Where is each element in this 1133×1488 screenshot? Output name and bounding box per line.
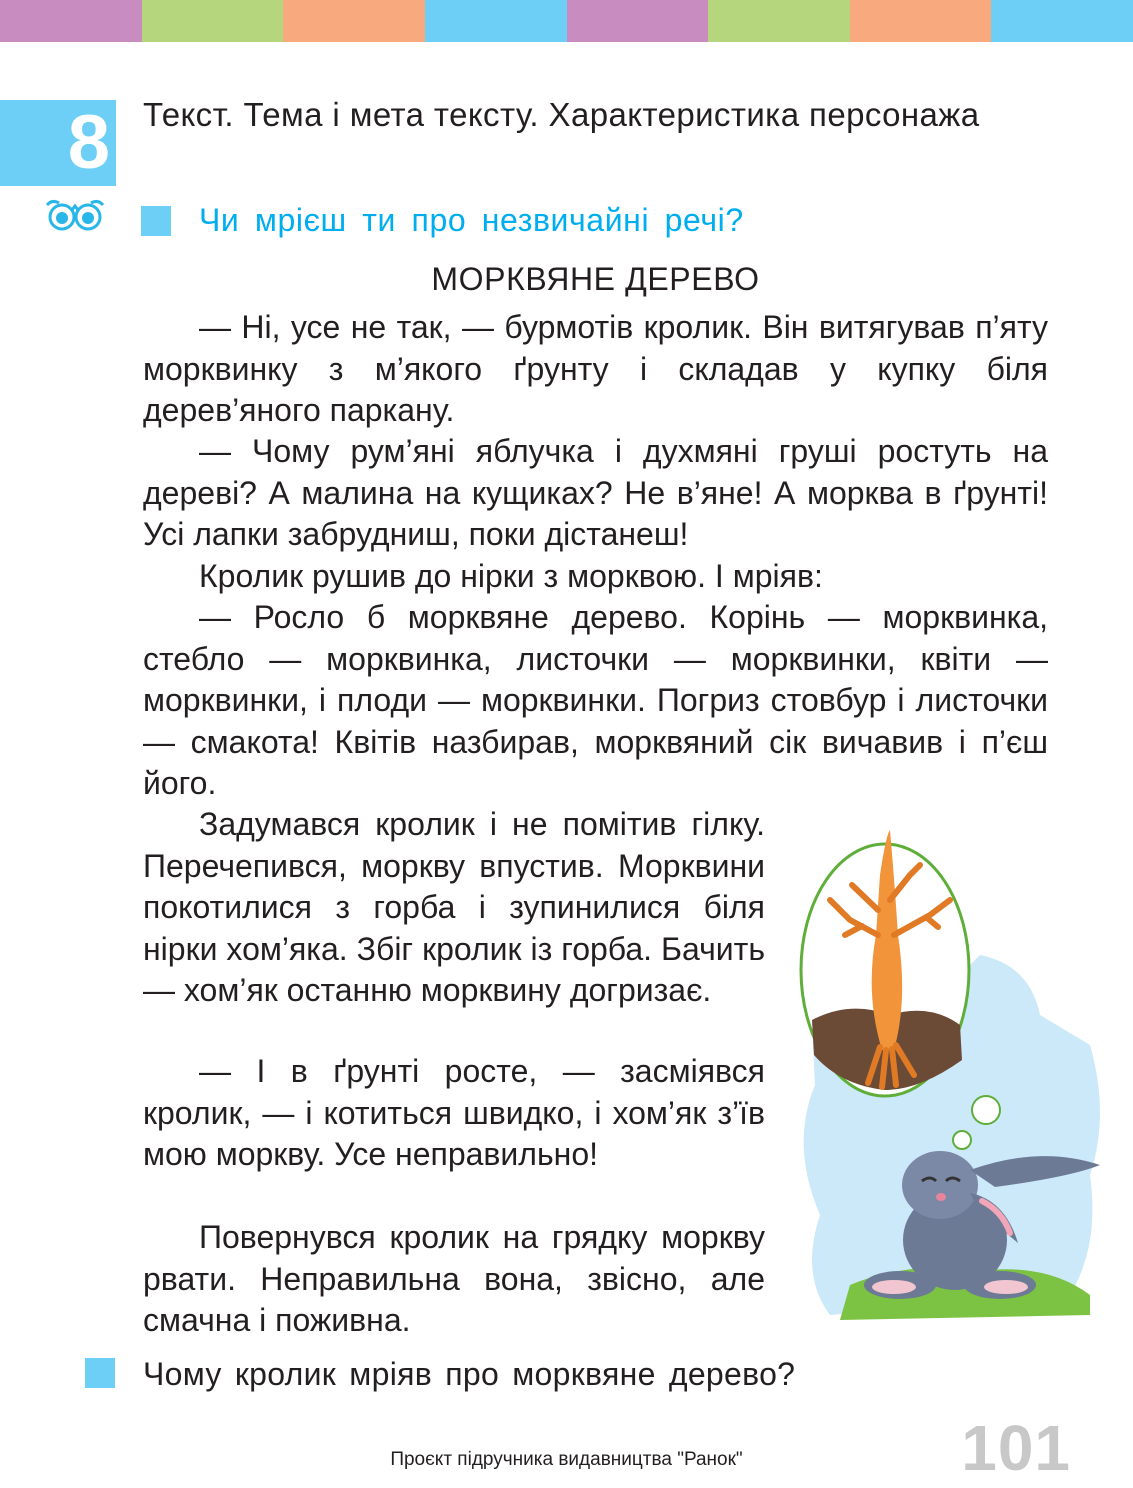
- owl-eyes-icon: [44, 197, 106, 231]
- lesson-number-badge: 8: [0, 100, 116, 186]
- header-stripe: [708, 0, 850, 42]
- prompt-top: Чи мрієш ти про незвичайні речі?: [199, 202, 744, 238]
- header-stripe: [991, 0, 1133, 42]
- story-paragraph-3: Кролик рушив до нірки з морквою. І мріяв:: [199, 558, 823, 594]
- header-stripe: [283, 0, 425, 42]
- story-title: МОРКВЯНЕ ДЕРЕВО: [431, 261, 760, 297]
- page-number: 101: [961, 1412, 1071, 1484]
- prompt-bottom: Чому кролик мріяв про морквяне дерево?: [143, 1356, 796, 1392]
- prompt-bottom-bullet: [85, 1358, 115, 1388]
- header-stripe: [567, 0, 709, 42]
- story-paragraph-2: — Чому рум’яні яблучка і духмяні груші ростуть на дереві? А малина на кущиках? Не в’яне! А морква в ґрунті! Усі лапки забрудниш, поки дістанеш!: [143, 433, 1048, 552]
- header-stripe: [0, 0, 142, 42]
- header-color-stripes: [0, 0, 1133, 42]
- rabbit-dreaming-carrot-tree-illustration: [790, 815, 1110, 1325]
- story-paragraph-6: — І в ґрунті росте, — засміявся кролик, — і котиться швидко, і хом’як з’їв мою моркву. Усе неправильно!: [143, 1053, 765, 1172]
- story-paragraph-5: Задумався кролик і не помітив гілку. Перечепився, моркву впустив. Морквини покотилися з горба і зупинилися біля нірки хом’яка. Збіг кролик із горба. Бачить — хом’як останню морквину догризає.: [143, 806, 765, 1008]
- prompt-top-bullet: [141, 206, 171, 236]
- story-paragraph-7: Повернувся кролик на грядку моркву рвати. Неправильна вона, звісно, але смачна і поживна.: [143, 1219, 765, 1338]
- header-stripe: [142, 0, 284, 42]
- footer-publisher-note: Проєкт підручника видавництва "Ранок": [390, 1449, 743, 1470]
- story-paragraph-4: — Росло б морквяне дерево. Корінь — морквинка, стебло — морквинка, листочки — морквинки, квіти — морквинки, і плоди — морквинки. Погриз стовбур і листочки — смакота! Квітів назбирав, морквяний сік вичавив і п’єш його.: [143, 599, 1048, 801]
- header-stripe: [425, 0, 567, 42]
- story-paragraph-1: — Ні, усе не так, — бурмотів кролик. Він витягував п’яту морквинку з м’якого ґрунту і складав у купку біля дерев’яного паркану.: [143, 309, 1048, 428]
- lesson-title: Текст. Тема і мета тексту. Характеристика персонажа: [143, 96, 980, 133]
- header-stripe: [850, 0, 992, 42]
